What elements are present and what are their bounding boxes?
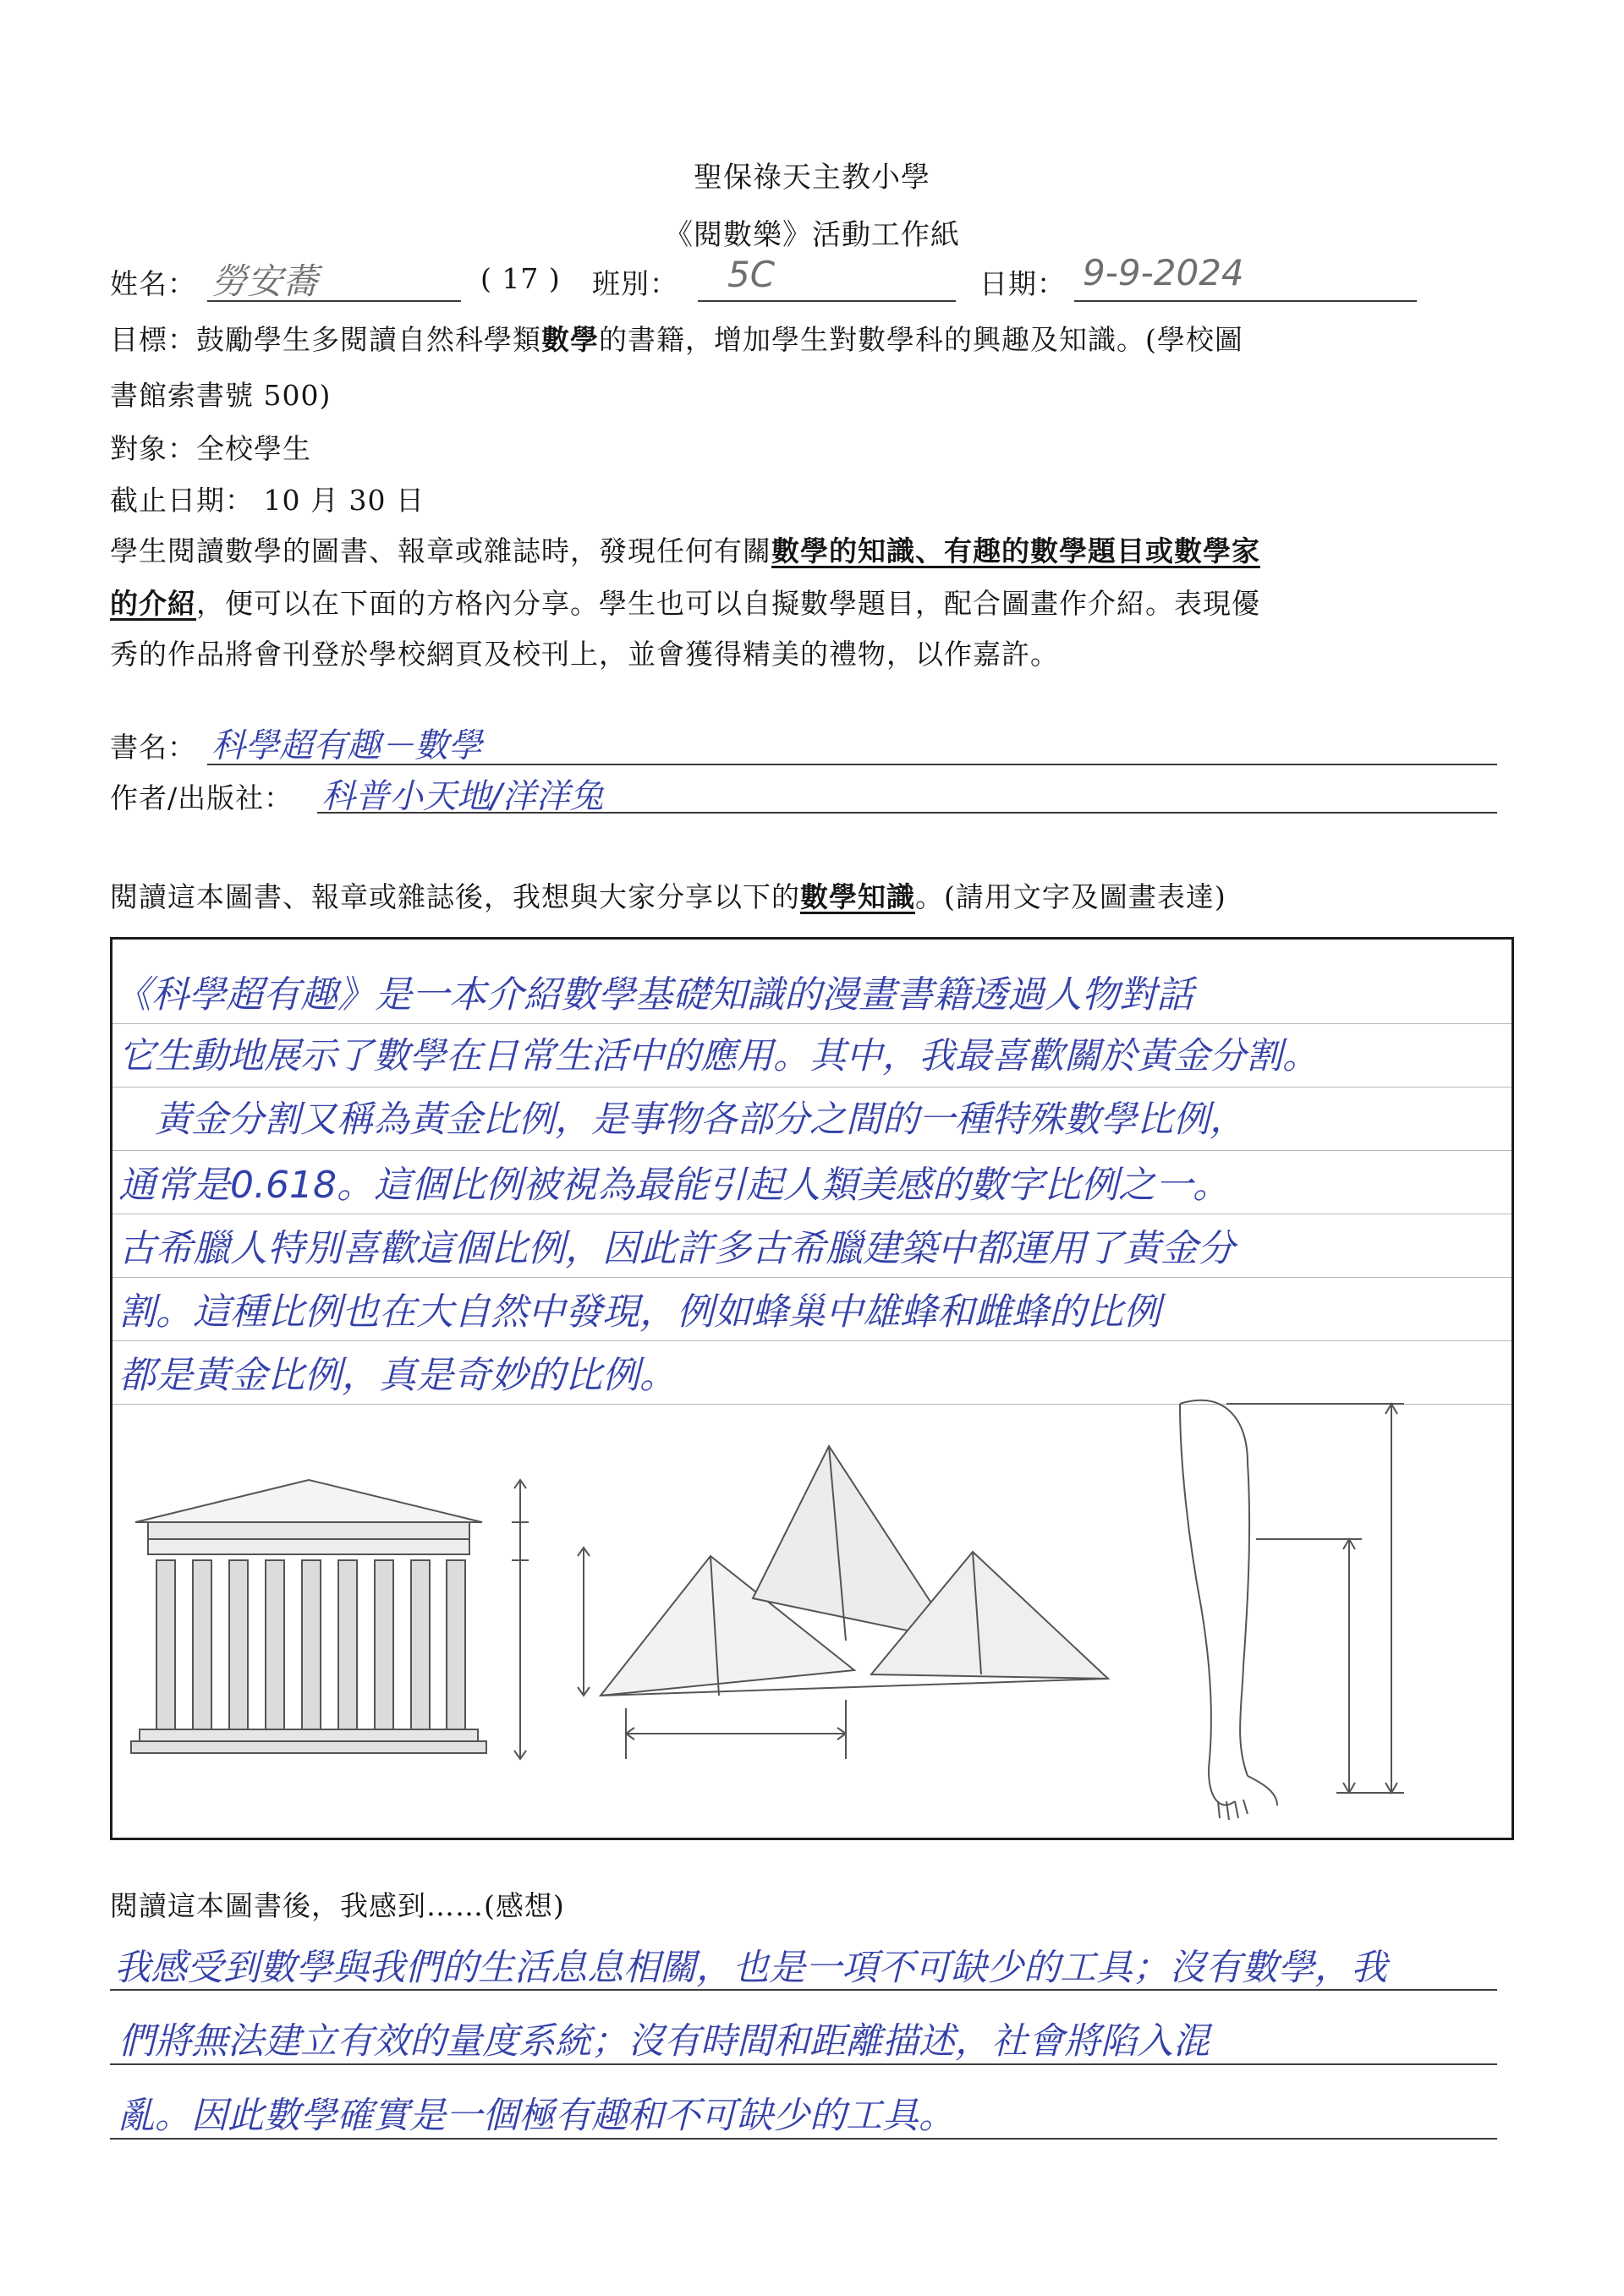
reflection-line: 亂。因此數學確實是一個極有趣和不可缺少的工具。 bbox=[118, 2095, 955, 2137]
name-label: 姓名： bbox=[110, 267, 196, 300]
share-line: 黃金分割又稱為黃金比例，是事物各部分之間的一種特殊數學比例， bbox=[118, 1099, 1246, 1141]
temple-drawing bbox=[131, 1480, 529, 1759]
pyramids-drawing bbox=[578, 1446, 1108, 1759]
author-label: 作者/出版社： bbox=[110, 781, 294, 814]
share-line: 通常是0.618。這個比例被視為最能引起人類美感的數字比例之一。 bbox=[118, 1164, 1230, 1207]
deadline-line: 截止日期： 10 月 30 日 bbox=[110, 484, 425, 517]
goal-line-1 bbox=[110, 318, 1243, 358]
author-value: 科普小天地/洋洋兔 bbox=[321, 777, 604, 816]
arm-drawing bbox=[1180, 1400, 1404, 1820]
reflection-rule bbox=[110, 2063, 1497, 2065]
desc-bold: 數學的知識、有趣的數學題目或數學家 bbox=[771, 534, 1260, 567]
writing-rule bbox=[112, 1277, 1512, 1278]
book-title-value: 科學超有趣－數學 bbox=[211, 726, 482, 765]
share-line: 都是黃金比例，真是奇妙的比例。 bbox=[118, 1354, 677, 1397]
target-line: 對象：全校學生 bbox=[110, 432, 311, 465]
golden-ratio-drawings bbox=[127, 1387, 1497, 1827]
goal-line-2: 書館索書號 500) bbox=[110, 379, 332, 412]
desc-line-1 bbox=[110, 529, 1260, 569]
goal-text-2: 的書籍，增加學生對數學科的興趣及知識。(學校圖 bbox=[599, 323, 1243, 356]
share-line: 它生動地展示了數學在日常生活中的應用。其中，我最喜歡關於黃金分割。 bbox=[118, 1035, 1319, 1077]
school-name: 聖保祿天主教小學 bbox=[694, 161, 930, 195]
book-title-label: 書名： bbox=[110, 731, 196, 764]
share-line: 割。這種比例也在大自然中發現，例如蜂巢中雄蜂和雌蜂的比例 bbox=[118, 1290, 1160, 1334]
date-label: 日期： bbox=[979, 267, 1066, 300]
desc-bold-2: 的介紹 bbox=[110, 587, 196, 620]
share-prompt-text-2: 。(請用文字及圖畫表達) bbox=[915, 880, 1226, 913]
writing-rule bbox=[112, 1340, 1512, 1341]
reflection-line: 我感受到數學與我們的生活息息相關，也是一項不可缺少的工具；沒有數學，我 bbox=[114, 1947, 1387, 1989]
goal-bold: 數學 bbox=[541, 323, 599, 356]
writing-rule bbox=[112, 1023, 1512, 1024]
reflection-line: 們將無法建立有效的量度系統；沒有時間和距離描述，社會將陷入混 bbox=[118, 2020, 1210, 2063]
share-prompt-text: 閱讀這本圖書、報章或雜誌後，我想與大家分享以下的 bbox=[110, 880, 800, 913]
name-underline bbox=[207, 300, 461, 302]
share-line: 《科學超有趣》是一本介紹數學基礎知識的漫畫書籍透過人物對話 bbox=[114, 973, 1193, 1016]
desc-line-3: 秀的作品將會刊登於學校網頁及校刊上，並會獲得精美的禮物，以作嘉許。 bbox=[110, 638, 1059, 671]
reflection-rule bbox=[110, 2138, 1497, 2140]
class-value: 5C bbox=[727, 254, 776, 295]
date-value: 9-9-2024 bbox=[1083, 252, 1244, 293]
name-value: 勞安蕎 bbox=[211, 260, 319, 302]
desc-line-2 bbox=[110, 582, 1260, 622]
worksheet-title: 《閱數樂》活動工作紙 bbox=[664, 218, 960, 252]
share-line: 古希臘人特別喜歡這個比例，因此許多古希臘建築中都運用了黃金分 bbox=[118, 1227, 1235, 1270]
book-title-underline bbox=[207, 764, 1497, 765]
desc-text: 學生閱讀數學的圖書、報章或雜誌時，發現任何有關 bbox=[110, 534, 771, 567]
date-underline bbox=[1074, 300, 1417, 302]
class-underline bbox=[698, 300, 956, 302]
goal-text: 目標：鼓勵學生多閱讀自然科學類 bbox=[110, 323, 541, 356]
writing-rule bbox=[112, 1150, 1512, 1151]
author-underline bbox=[317, 812, 1497, 814]
reflection-rule bbox=[110, 1989, 1497, 1991]
share-prompt-bold: 數學知識 bbox=[800, 880, 915, 913]
class-label: 班別： bbox=[592, 267, 678, 300]
class-number: ( 17 ) bbox=[480, 262, 561, 295]
desc-text-2: ，便可以在下面的方格內分享。學生也可以自擬數學題目，配合圖畫作介紹。表現優 bbox=[196, 587, 1260, 620]
reflection-prompt: 閱讀這本圖書後，我感到……(感想) bbox=[110, 1889, 565, 1922]
share-prompt bbox=[110, 875, 1226, 915]
writing-rule bbox=[112, 1087, 1512, 1088]
